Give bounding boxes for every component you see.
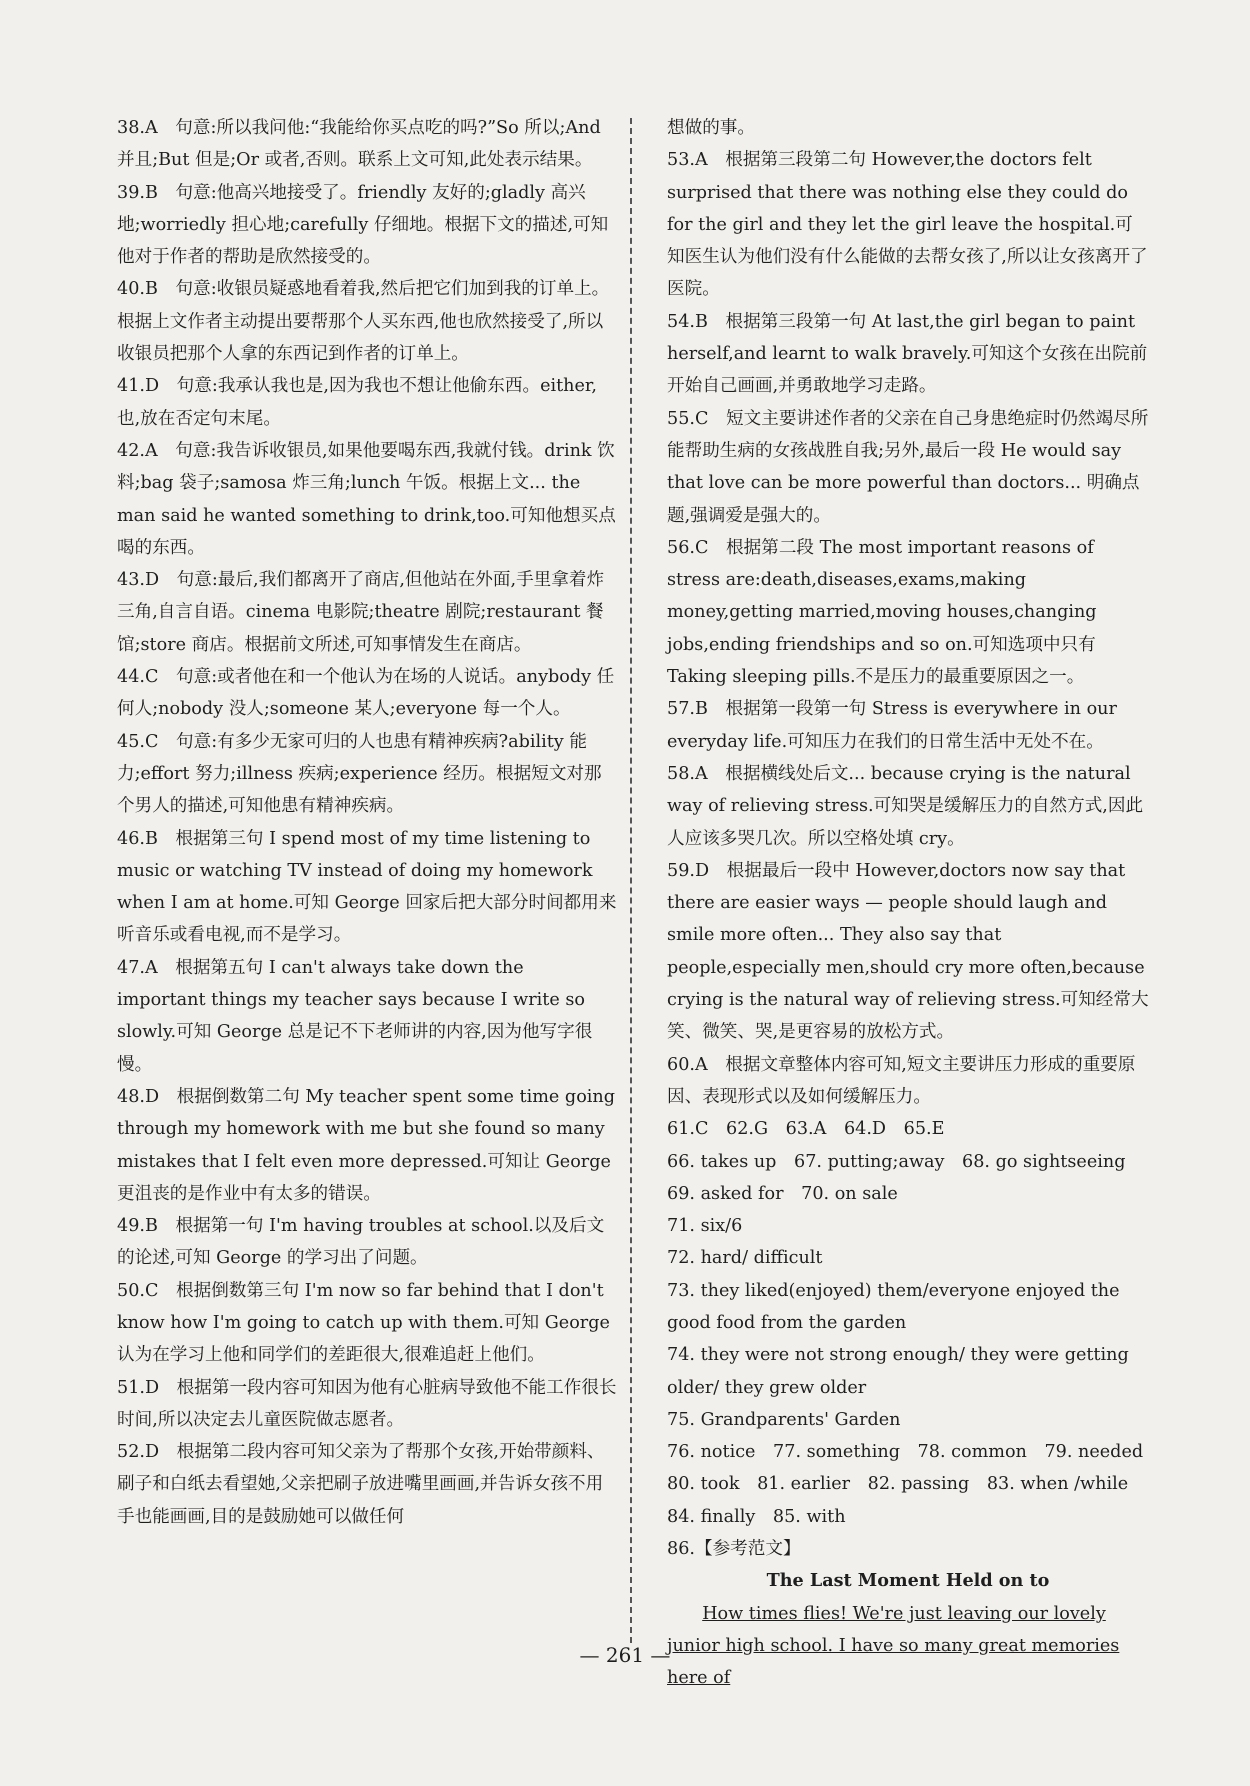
answer-item: 61.C 62.G 63.A 64.D 65.E <box>667 1119 945 1140</box>
answer-item: 54.B 根据第三段第一句 At last,the girl began to paint herself,and learnt to walk bravely.可知这个女孩在出院前开始自己画画,并勇敢地学习走路。 <box>667 311 1148 397</box>
answer-item: 想做的事。 <box>667 118 755 138</box>
right-column <box>667 112 1149 1695</box>
page-number: — 261 — <box>579 1643 671 1667</box>
answer-item: 50.C 根据倒数第三句 I'm now so far behind that I don't know how I'm going to catch up with them.可知 George 认为在学习上他和同学们的差距很大,很难追赶上他们。 <box>117 1280 610 1366</box>
answer-item: 46.B 根据第三句 I spend most of my time listening to music or watching TV instead of doing my homework when I am at home.可知 George 回家后把大部分时间都用来听音乐或看电视,而不是学习。 <box>117 828 617 946</box>
left-column <box>117 112 617 1533</box>
answer-item: 60.A 根据文章整体内容可知,短文主要讲压力形成的重要原因、表现形式以及如何缓解压力。 <box>667 1054 1136 1107</box>
answer-item: 80. took 81. earlier 82. passing 83. when /while <box>667 1474 1129 1495</box>
essay-text: How times flies! We're just leaving our lovely junior high school. I have so many great memories here of <box>667 1603 1120 1689</box>
answer-item: 84. finally 85. with <box>667 1506 846 1527</box>
answer-item: 76. notice 77. something 78. common 79. needed <box>667 1442 1144 1463</box>
answer-item: 57.B 根据第一段第一句 Stress is everywhere in our everyday life.可知压力在我们的日常生活中无处不在。 <box>667 699 1117 752</box>
answer-item: 49.B 根据第一句 I'm having troubles at school.以及后文的论述,可知 George 的学习出了问题。 <box>117 1216 605 1269</box>
answer-item: 73. they liked(enjoyed) them/everyone enjoyed the good food from the garden <box>667 1280 1120 1333</box>
answer-item: 44.C 句意:或者他在和一个他认为在场的人说话。anybody 任何人;nobody 没人;someone 某人;everyone 每一个人。 <box>117 667 615 720</box>
answer-item: 51.D 根据第一段内容可知因为他有心脏病导致他不能工作很长时间,所以决定去儿童医院做志愿者。 <box>117 1377 617 1430</box>
answer-item: 72. hard/ difficult <box>667 1248 823 1269</box>
essay-title: The Last Moment Held on to <box>766 1570 1050 1592</box>
answer-item: 69. asked for 70. on sale <box>667 1183 898 1204</box>
answer-item: 75. Grandparents' Garden <box>667 1409 901 1430</box>
answer-item: 39.B 句意:他高兴地接受了。friendly 友好的;gladly 高兴地;worriedly 担心地;carefully 仔细地。根据下文的描述,可知他对于作者的帮助是欣然接受的。 <box>117 182 609 268</box>
answer-item: 59.D 根据最后一段中 However,doctors now say that there are easier ways — people should laugh and smile more often... They also say that people,especially men,should cry more often,because crying is the natural way of relieving stress.可知经常大笑、微笑、哭,是更容易的放松方式。 <box>667 860 1149 1043</box>
answer-item: 42.A 句意:我告诉收银员,如果他要喝东西,我就付钱。drink 饮料;bag 袋子;samosa 炸三角;lunch 午饭。根据上文... the man said he wanted something to drink,too.可知他想买点喝的东西。 <box>117 440 616 558</box>
answer-item: 38.A 句意:所以我问他:“我能给你买点吃的吗?”So 所以;And 并且;But 但是;Or 或者,否则。联系上文可知,此处表示结果。 <box>117 118 601 171</box>
answer-item: 48.D 根据倒数第二句 My teacher spent some time going through my homework with me but she found so many mistakes that I felt even more depressed.可知让 George 更沮丧的是作业中有太多的错误。 <box>117 1086 616 1204</box>
answer-item: 74. they were not strong enough/ they were getting older/ they grew older <box>667 1345 1129 1398</box>
answer-item: 58.A 根据横线处后文... because crying is the natural way of relieving stress.可知哭是缓解压力的自然方式,因此人应该多哭几次。所以空格处填 cry。 <box>667 763 1144 849</box>
answer-item: 56.C 根据第二段 The most important reasons of stress are:death,diseases,exams,making money,getting married,moving houses,changing jobs,ending friendships and so on.可知选项中只有 Taking sleeping pills.不是压力的最重要原因之一。 <box>667 537 1097 688</box>
answer-item: 53.A 根据第三段第二句 However,the doctors felt surprised that there was nothing else they could do for the girl and they let the girl leave the hospital.可知医生认为他们没有什么能做的去帮女孩了,所以让女孩离开了医院。 <box>667 150 1148 300</box>
answer-item: 66. takes up 67. putting;away 68. go sightseeing <box>667 1151 1126 1172</box>
answer-item: 52.D 根据第二段内容可知父亲为了帮那个女孩,开始带颜料、刷子和白纸去看望她,父亲把刷子放进嘴里画画,并告诉女孩不用手也能画画,目的是鼓励她可以做任何 <box>117 1442 605 1527</box>
answer-item: 86.【参考范文】 <box>667 1539 801 1560</box>
answer-item: 71. six/6 <box>667 1216 743 1237</box>
answer-item: 47.A 根据第五句 I can't always take down the important things my teacher says because I write so slowly.可知 George 总是记不下老师讲的内容,因为他写字很慢。 <box>117 957 593 1075</box>
answer-item: 45.C 句意:有多少无家可归的人也患有精神疾病?ability 能力;effort 努力;illness 疾病;experience 经历。根据短文对那个男人的描述,可知他患有精神疾病。 <box>117 731 602 817</box>
answer-item: 43.D 句意:最后,我们都离开了商店,但他站在外面,手里拿着炸三角,自言自语。cinema 电影院;theatre 剧院;restaurant 餐馆;store 商店。根据前文所述,可知事情发生在商店。 <box>117 570 605 655</box>
column-divider <box>630 118 632 1643</box>
answer-item: 41.D 句意:我承认我也是,因为我也不想让他偷东西。either,也,放在否定句末尾。 <box>117 376 597 429</box>
answer-item: 55.C 短文主要讲述作者的父亲在自己身患绝症时仍然竭尽所能帮助生病的女孩战胜自我;另外,最后一段 He would say that love can be more powerful than doctors... 明确点题,强调爱是强大的。 <box>667 408 1149 526</box>
answer-item: 40.B 句意:收银员疑惑地看着我,然后把它们加到我的订单上。根据上文作者主动提出要帮那个人买东西,他也欣然接受了,所以收银员把那个人拿的东西记到作者的订单上。 <box>117 279 610 365</box>
